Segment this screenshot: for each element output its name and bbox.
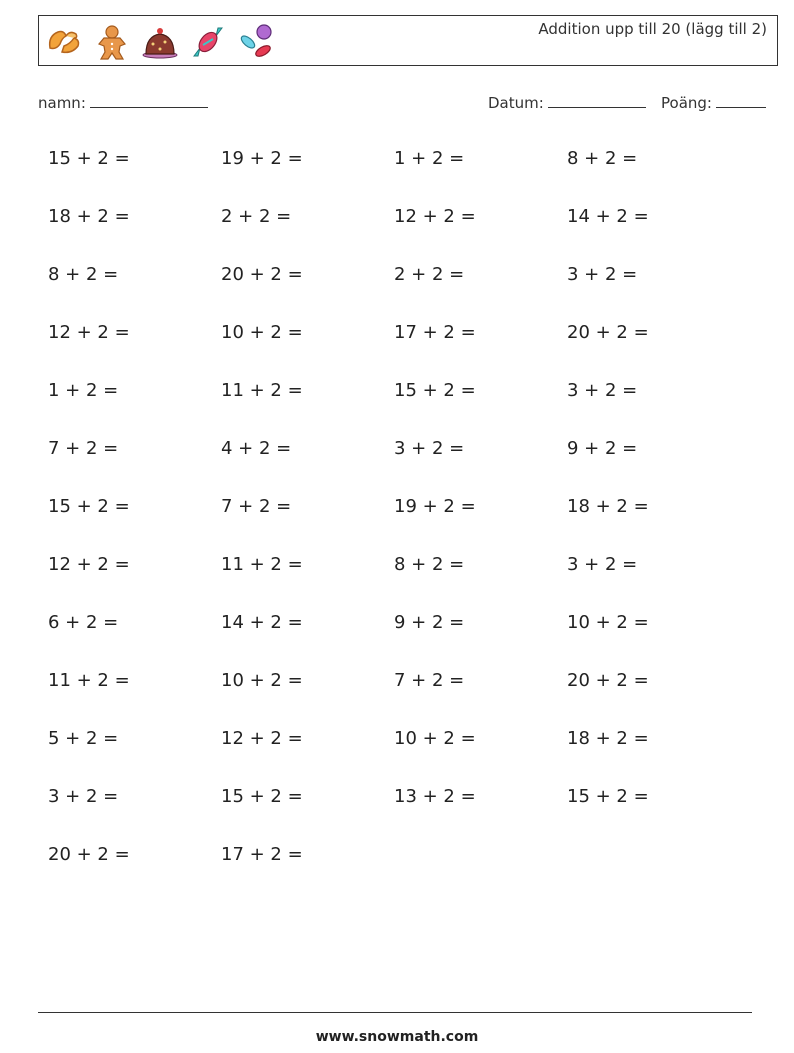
- problem-r6-c2: 4 + 2 =: [221, 438, 292, 459]
- problem-r3-c2: 20 + 2 =: [221, 264, 303, 285]
- problem-r5-c3: 15 + 2 =: [394, 380, 476, 401]
- problem-r9-c2: 14 + 2 =: [221, 612, 303, 633]
- wrapped-candy-icon: [188, 22, 228, 62]
- problem-r1-c3: 1 + 2 =: [394, 148, 465, 169]
- worksheet-title: Addition upp till 20 (lägg till 2): [538, 20, 767, 38]
- date-label: Datum:: [488, 94, 544, 112]
- worksheet-header: [38, 15, 778, 66]
- problem-r7-c1: 15 + 2 =: [48, 496, 130, 517]
- problem-r12-c4: 15 + 2 =: [567, 786, 649, 807]
- problem-r8-c1: 12 + 2 =: [48, 554, 130, 575]
- problem-r1-c4: 8 + 2 =: [567, 148, 638, 169]
- footer-divider: [38, 1012, 752, 1013]
- name-field: [38, 93, 208, 112]
- problem-r1-c1: 15 + 2 =: [48, 148, 130, 169]
- name-blank[interactable]: [90, 93, 208, 108]
- problem-r2-c4: 14 + 2 =: [567, 206, 649, 227]
- problem-r9-c4: 10 + 2 =: [567, 612, 649, 633]
- candies-icon: [236, 22, 276, 62]
- problem-r9-c1: 6 + 2 =: [48, 612, 119, 633]
- date-blank[interactable]: [548, 93, 646, 108]
- problem-r12-c3: 13 + 2 =: [394, 786, 476, 807]
- problem-r2-c3: 12 + 2 =: [394, 206, 476, 227]
- problem-r4-c2: 10 + 2 =: [221, 322, 303, 343]
- score-label: Poäng:: [661, 94, 712, 112]
- problem-r8-c3: 8 + 2 =: [394, 554, 465, 575]
- score-blank[interactable]: [716, 93, 766, 108]
- problem-r4-c4: 20 + 2 =: [567, 322, 649, 343]
- problem-r13-c1: 20 + 2 =: [48, 844, 130, 865]
- problem-r11-c1: 5 + 2 =: [48, 728, 119, 749]
- problem-r13-c2: 17 + 2 =: [221, 844, 303, 865]
- chocolate-cake-icon: [140, 22, 180, 62]
- problem-r6-c3: 3 + 2 =: [394, 438, 465, 459]
- problem-r11-c4: 18 + 2 =: [567, 728, 649, 749]
- problem-r4-c3: 17 + 2 =: [394, 322, 476, 343]
- problem-r10-c1: 11 + 2 =: [48, 670, 130, 691]
- problem-r5-c1: 1 + 2 =: [48, 380, 119, 401]
- problem-r12-c1: 3 + 2 =: [48, 786, 119, 807]
- gingerbread-man-icon: [92, 22, 132, 62]
- score-field: [661, 93, 766, 112]
- problem-r11-c2: 12 + 2 =: [221, 728, 303, 749]
- problem-r5-c4: 3 + 2 =: [567, 380, 638, 401]
- croissant-icon: [44, 22, 84, 62]
- problem-r2-c1: 18 + 2 =: [48, 206, 130, 227]
- icon-strip: [44, 22, 276, 62]
- name-label: namn:: [38, 94, 86, 112]
- problem-r4-c1: 12 + 2 =: [48, 322, 130, 343]
- problem-r5-c2: 11 + 2 =: [221, 380, 303, 401]
- problem-r7-c3: 19 + 2 =: [394, 496, 476, 517]
- problem-r8-c2: 11 + 2 =: [221, 554, 303, 575]
- problem-r6-c1: 7 + 2 =: [48, 438, 119, 459]
- problem-r7-c4: 18 + 2 =: [567, 496, 649, 517]
- problem-r10-c2: 10 + 2 =: [221, 670, 303, 691]
- problem-r12-c2: 15 + 2 =: [221, 786, 303, 807]
- problem-r3-c3: 2 + 2 =: [394, 264, 465, 285]
- problem-r2-c2: 2 + 2 =: [221, 206, 292, 227]
- date-field: [488, 93, 646, 112]
- problem-r9-c3: 9 + 2 =: [394, 612, 465, 633]
- problem-r10-c3: 7 + 2 =: [394, 670, 465, 691]
- footer-site: www.snowmath.com: [315, 1029, 479, 1045]
- problem-r3-c4: 3 + 2 =: [567, 264, 638, 285]
- problem-r8-c4: 3 + 2 =: [567, 554, 638, 575]
- problem-r11-c3: 10 + 2 =: [394, 728, 476, 749]
- problem-r3-c1: 8 + 2 =: [48, 264, 119, 285]
- problem-r1-c2: 19 + 2 =: [221, 148, 303, 169]
- problem-r6-c4: 9 + 2 =: [567, 438, 638, 459]
- problem-r7-c2: 7 + 2 =: [221, 496, 292, 517]
- problem-r10-c4: 20 + 2 =: [567, 670, 649, 691]
